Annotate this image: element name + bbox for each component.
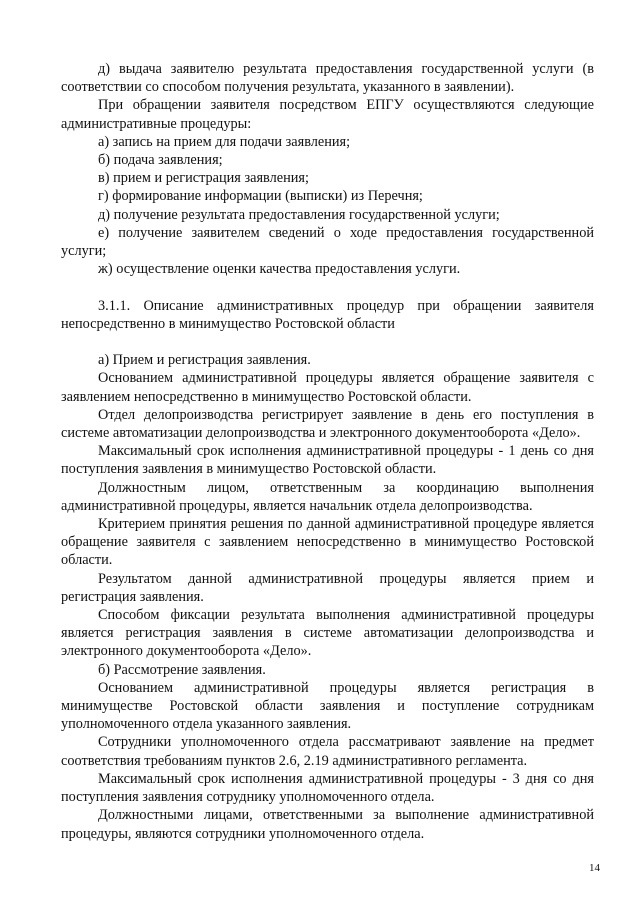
subsection-heading-b: б) Рассмотрение заявления. <box>98 661 266 678</box>
list-item-g: г) формирование информации (выписки) из Перечня; <box>98 188 423 205</box>
paragraph-basis-review: Основанием административной процедуры является регистрация в минимуществе Ростовской области заявления и поступление сотрудникам уполномоченного отдела указанного заявления. <box>61 679 594 733</box>
paragraph-max-term: Максимальный срок исполнения административной процедуры - 1 день со дня поступления заявления в минимущество Ростовской области. <box>61 443 594 478</box>
paragraph-fixation: Способом фиксации результата выполнения административной процедуры является регистрация заявления в системе автоматизации делопроизводства и электронного документооборота «Дело». <box>61 607 594 660</box>
paragraph-basis: Основанием административной процедуры является обращение заявителя с заявлением непосредственно в минимущество Ростовской области. <box>61 370 594 405</box>
paragraph-review: Сотрудники уполномоченного отдела рассматривают заявление на предмет соответствия требованиям пунктов 2.6, 2.19 административного регламента. <box>61 734 594 769</box>
list-item-d: д) получение результата предоставления государственной услуги; <box>98 206 500 223</box>
list-item-b: б) подача заявления; <box>98 152 223 169</box>
list-item-v: в) прием и регистрация заявления; <box>98 170 309 187</box>
section-heading-3-1-1: 3.1.1. Описание административных процедур при обращении заявителя непосредственно в минимущество Ростовской области <box>61 297 594 332</box>
paragraph-max-term-review: Максимальный срок исполнения административной процедуры - 3 дня со дня поступления заявления сотруднику уполномоченного отдела. <box>61 770 594 806</box>
paragraph-criterion: Критерием принятия решения по данной административной процедуре является обращение заявителя с заявлением непосредственно в минимущество Ростовской области. <box>61 516 594 569</box>
paragraph-responsible-review: Должностными лицами, ответственными за выполнение административной процедуры, являются сотрудники уполномоченного отдела. <box>61 807 594 842</box>
list-item-e: е) получение заявителем сведений о ходе предоставления государственной услуги; <box>61 224 594 260</box>
subsection-heading-a: а) Прием и регистрация заявления. <box>98 352 311 369</box>
document-page <box>61 60 594 843</box>
list-item-zh: ж) осуществление оценки качества предоставления услуги. <box>98 261 461 278</box>
paragraph-result: Результатом данной административной процедуры является прием и регистрация заявления. <box>61 570 594 605</box>
blank-line <box>61 278 594 296</box>
paragraph-registration: Отдел делопроизводства регистрирует заявление в день его поступления в системе автоматизации делопроизводства и электронного документооборота «Дело». <box>61 406 594 442</box>
paragraph-epgu-intro: При обращении заявителя посредством ЕПГУ осуществляются следующие административные процедуры: <box>61 97 594 132</box>
blank-line <box>61 333 594 351</box>
page-number: 14 <box>589 862 600 874</box>
paragraph-responsible: Должностным лицом, ответственным за координацию выполнения административной процедуры, является начальник отдела делопроизводства. <box>61 479 594 514</box>
list-item-a: а) запись на прием для подачи заявления; <box>98 133 351 150</box>
paragraph-issue-result: д) выдача заявителю результата предоставления государственной услуги (в соответствии со способом получения результата, указанного в заявлении). <box>61 61 594 96</box>
